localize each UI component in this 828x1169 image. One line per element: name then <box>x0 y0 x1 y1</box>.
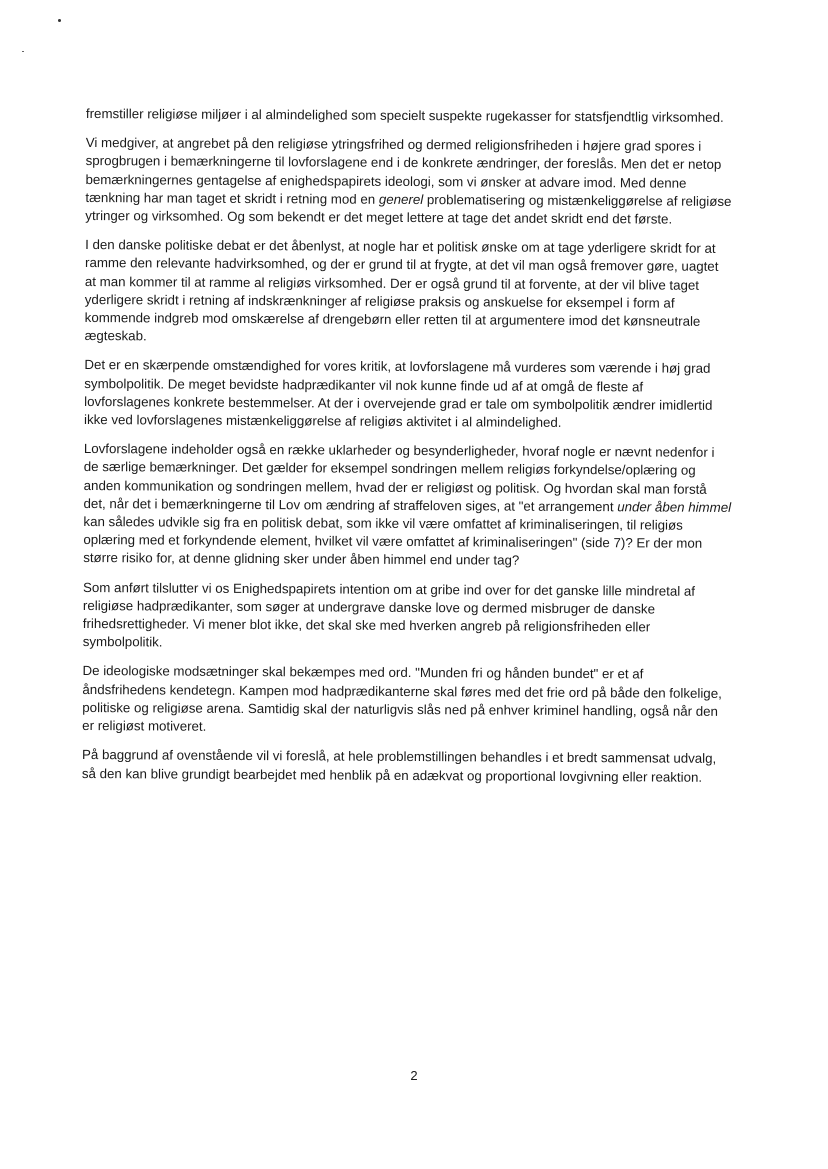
page-number: 2 <box>410 1068 418 1083</box>
paragraph-text: Lovforslagene indeholder også en række uklarheder og besynderligheder, hvoraf nogle er nævnt nedenfor i de særlige bemærkninger. Det gælder for eksempel sondringen mellem religiøs forkyndelse/oplæring og anden kommunikation og sondringen mellem, hvad der er religiøst og politisk. Og hvordan skal man forstå det, når det i bemærkningerne til Lov om ændring af straffeloven siges, at "et arrangement <box>83 441 715 515</box>
paragraph <box>86 105 734 127</box>
paragraph <box>85 134 734 229</box>
paragraph <box>82 662 730 739</box>
paragraph <box>85 236 734 349</box>
paragraph-text: Som anført tilslutter vi os Enighedspapirets intention om at gribe ind over for det ganske lille mindretal af religiøse hadprædikanter, som søger at undergrave danske love og dermed misbruger de danske frihedsrettigheder. Vi mener blot ikke, det skal ske med hverken angreb på religionsfriheden eller symbolpolitik. <box>82 579 696 650</box>
paragraph-text: De ideologiske modsætninger skal bekæmpes med ord. "Munden fri og hånden bundet" er et af åndsfrihedens kendetegn. Kampen mod hadprædikanterne skal føres med det frie ord på både den folkelige, politiske og religiøse arena. Samtidig skal der naturligvis slås ned på enhver kriminel handling, også når den er religiøst motiveret. <box>82 663 722 734</box>
paragraph <box>82 746 730 786</box>
paragraph <box>84 356 732 433</box>
paragraph-text: kan således udvikle sig fra en politisk debat, som ikke vil være omfattet af kriminaliseringen, til religiøs oplæring med et forkyndende element, hvilket vil være omfattet af kriminaliseringen" (side 7)? Er der mon større risiko for, at denne glidning sker under åben himmel end under tag? <box>83 514 703 569</box>
scan-speck <box>58 19 61 22</box>
paragraph <box>83 579 731 656</box>
paragraph-text: problematisering og mistænkeliggørelse af religiøse ytringer og virksomhed. Og som bekendt er det meget lettere at tage det andet skridt end det første. <box>85 191 732 227</box>
document-body <box>82 105 734 798</box>
emphasized-text: under åben himmel <box>617 499 732 515</box>
paragraph-text: fremstiller religiøse miljøer i al almindelighed som specielt suspekte rugekasser for statsfjendtlig virksomhed. <box>85 105 724 125</box>
paragraph-text: På baggrund af ovenstående vil vi foreslå, at hele problemstillingen behandles i et bredt sammensat udvalg, så den kan blive grundigt bearbejdet med henblik på en adækvat og proportional lovgivning eller reaktion. <box>81 747 717 785</box>
paragraph-text: I den danske politiske debat er det åbenlyst, at nogle har et politisk ønske om at tage yderligere skridt for at ramme den relevante hadvirksomhed, og der er grund til at frygte, at det vil man også fremover gøre, uagtet at man kommer til at ramme al religiøs virksomhed. Der er også grund til at forvente, at der vil blive taget yderligere skridt i retning af indskrænkninger af religiøse praksis og anskuelse for eksempel i form af kommende indgreb mod omskærelse af drengebørn eller retten til at argumentere imod det kønsneutrale ægteskab. <box>84 237 719 344</box>
paragraph <box>83 440 732 571</box>
paragraph-text: Vi medgiver, at angrebet på den religiøse ytringsfrihed og dermed religionsfriheden i højere grad spores i sprogbrugen i bemærkningerne til lovforslagene end i de konkrete ændringer, der foreslås. Men det er netop bemærkningernes gentagelse af enighedspapirets ideologi, som vi ønsker at advare imod. Med denne tænkning har man taget et skridt i retning mod en <box>85 135 722 207</box>
emphasized-text: generel <box>378 191 424 207</box>
scan-speck <box>22 51 24 52</box>
paragraph-text: Det er en skærpende omstændighed for vores kritik, at lovforslagene må vurderes som værende i høj grad symbolpolitik. De meget bevidste hadprædikanter vil nok kunne finde ud af at omgå de fleste af lovforslagenes konkrete bestemmelser. At der i overvejende grad er tale om symbolpolitik ændrer imidlertid ikke ved lovforslagenes mistænkeliggørelse af religiøs aktivitet i al almindelighed. <box>84 357 713 430</box>
